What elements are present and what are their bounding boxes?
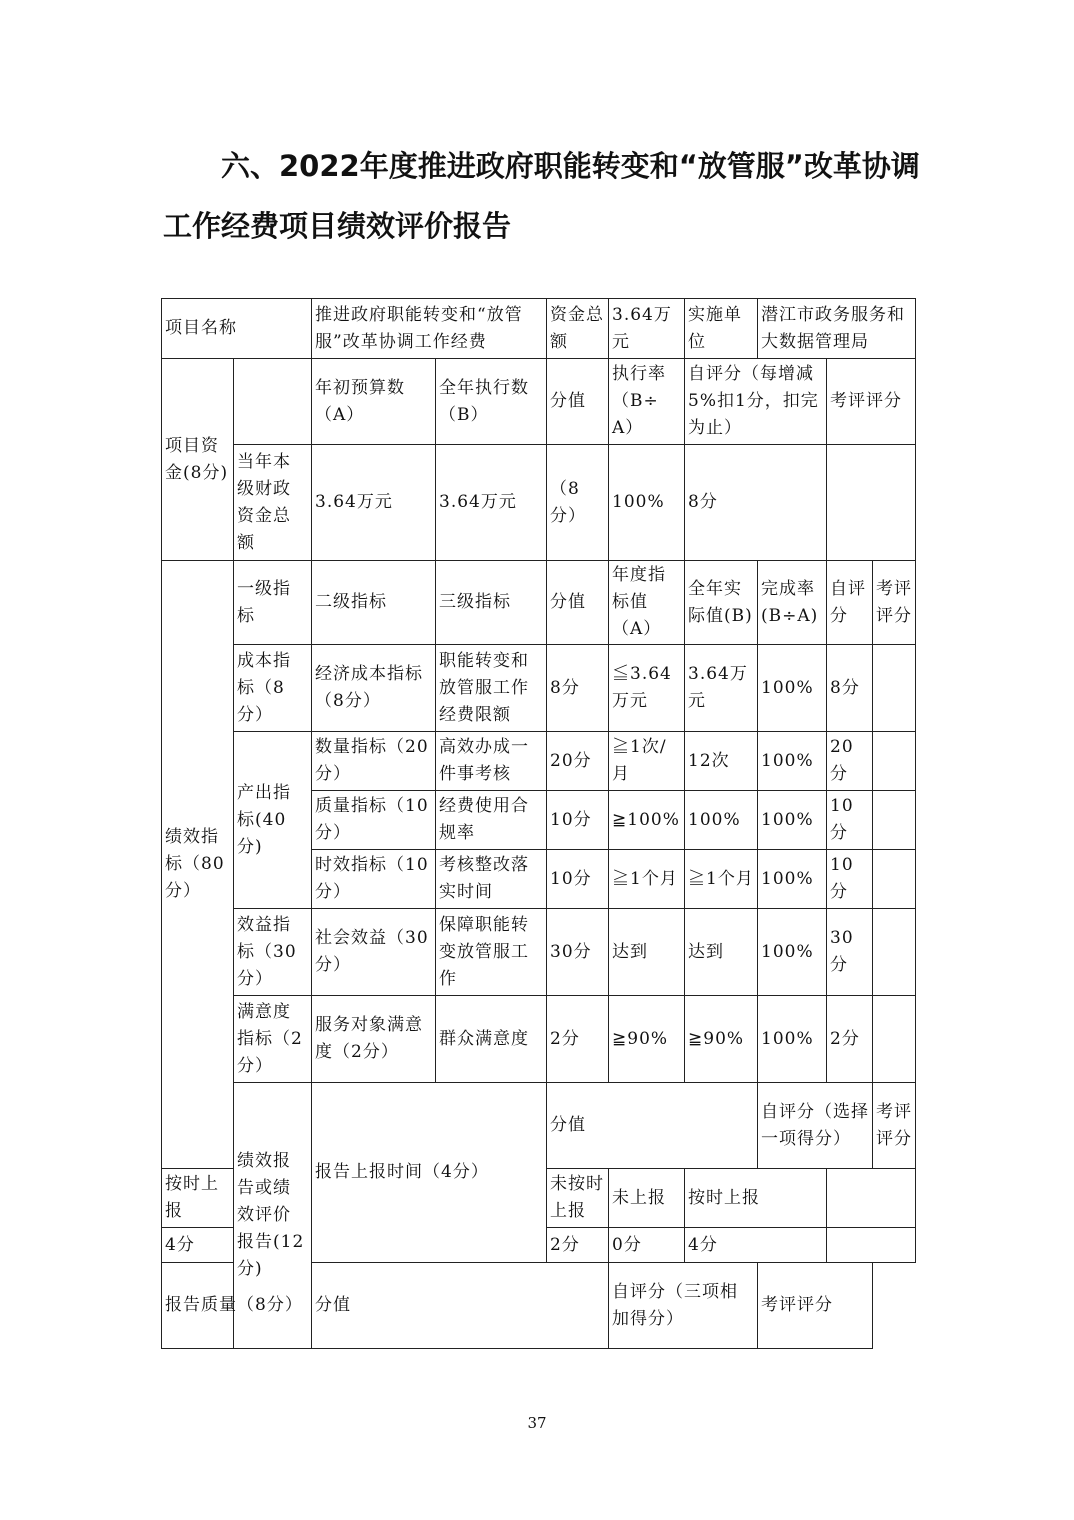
document-title (163, 136, 923, 256)
output-completion-rate: 100% (758, 850, 827, 909)
report-timing-review-score (827, 1228, 916, 1263)
level3-header: 三级指标 (436, 561, 547, 645)
review-score-header: 考评评分 (827, 359, 916, 445)
report-option-score: 4分 (162, 1228, 234, 1263)
output-score-value: 10分 (547, 850, 609, 909)
output-review-score (873, 732, 916, 791)
cost-level2: 经济成本指标（8分） (312, 645, 436, 732)
output-completion-rate: 100% (758, 791, 827, 850)
table-row (162, 359, 916, 445)
table-row (162, 1263, 916, 1349)
output-self-score: 10分 (827, 791, 873, 850)
review-score-header: 考评评分 (873, 561, 916, 645)
satisfaction-actual-value: ≧90% (685, 996, 758, 1083)
report-quality-score-header: 分值 (312, 1263, 609, 1349)
benefit-level3: 保障职能转变放管服工作 (436, 909, 547, 996)
report-timing-score-header: 分值 (547, 1083, 758, 1169)
benefit-annual-target: 达到 (609, 909, 685, 996)
report-choice-review (827, 1169, 916, 1228)
title-line-1: 六、2022年度推进政府职能转变和“放管服”改革协调 (221, 149, 920, 183)
report-quality-self-score-header: 自评分（三项相加得分） (609, 1263, 758, 1349)
output-annual-target: ≧1个月 (609, 850, 685, 909)
initial-budget-value: 3.64万元 (312, 445, 436, 561)
satisfaction-level3: 群众满意度 (436, 996, 547, 1083)
report-option-on-time: 按时上报 (162, 1169, 234, 1228)
output-level1: 产出指标(40分) (234, 732, 312, 909)
benefit-score-value: 30分 (547, 909, 609, 996)
total-funds-value: 3.64万元 (609, 299, 685, 359)
output-level2: 质量指标（10分） (312, 791, 436, 850)
cost-review-score (873, 645, 916, 732)
table-row (162, 299, 916, 359)
cost-level1: 成本指标（8分） (234, 645, 312, 732)
output-actual-value: 100% (685, 791, 758, 850)
output-score-value: 10分 (547, 791, 609, 850)
report-option-score: 2分 (547, 1228, 609, 1263)
actual-value-header: 全年实际值(B) (685, 561, 758, 645)
initial-budget-header: 年初预算数（A） (312, 359, 436, 445)
benefit-review-score (873, 909, 916, 996)
output-score-value: 20分 (547, 732, 609, 791)
benefit-self-score: 30分 (827, 909, 873, 996)
output-level2: 数量指标（20分） (312, 732, 436, 791)
output-review-score (873, 791, 916, 850)
level1-header: 一级指标 (234, 561, 312, 645)
execution-rate-header: 执行率（B÷A） (609, 359, 685, 445)
benefit-completion-rate: 100% (758, 909, 827, 996)
score-value: （8分） (547, 445, 609, 561)
annual-target-header: 年度指标值（A） (609, 561, 685, 645)
table-row (162, 996, 916, 1083)
implementing-unit-label: 实施单位 (685, 299, 758, 359)
output-level2: 时效指标（10分） (312, 850, 436, 909)
level2-header: 二级指标 (312, 561, 436, 645)
funds-section-label: 项目资金(8分) (162, 359, 234, 561)
total-funds-label: 资金总额 (547, 299, 609, 359)
execution-rate-value: 100% (609, 445, 685, 561)
report-quality-label: 报告质量（8分） (162, 1263, 312, 1349)
implementing-unit-value: 潜江市政务服务和大数据管理局 (758, 299, 916, 359)
satisfaction-score-value: 2分 (547, 996, 609, 1083)
cost-completion-rate: 100% (758, 645, 827, 732)
review-score-value (827, 445, 916, 561)
output-self-score: 10分 (827, 850, 873, 909)
table-row (162, 909, 916, 996)
project-name-value: 推进政府职能转变和“放管服”改革协调工作经费 (312, 299, 547, 359)
report-self-choice: 按时上报 (685, 1169, 827, 1228)
output-completion-rate: 100% (758, 732, 827, 791)
table-row (162, 445, 916, 561)
project-name-label: 项目名称 (162, 299, 312, 359)
report-timing-self-score: 4分 (685, 1228, 827, 1263)
satisfaction-completion-rate: 100% (758, 996, 827, 1083)
score-value-header: 分值 (547, 561, 609, 645)
report-option-not-reported: 未上报 (609, 1169, 685, 1228)
table-row (162, 1083, 916, 1169)
self-score-value: 8分 (685, 445, 827, 561)
output-level3: 经费使用合规率 (436, 791, 547, 850)
cost-actual-value: 3.64万元 (685, 645, 758, 732)
output-annual-target: ≧1次/月 (609, 732, 685, 791)
table-row (162, 561, 916, 645)
annual-execution-value: 3.64万元 (436, 445, 547, 561)
self-score-header: 自评分 (827, 561, 873, 645)
report-quality-review-score-header: 考评评分 (758, 1263, 873, 1349)
cost-level3: 职能转变和放管服工作经费限额 (436, 645, 547, 732)
output-actual-value: ≧1个月 (685, 850, 758, 909)
report-timing-label: 报告上报时间（4分） (312, 1083, 547, 1263)
output-annual-target: ≧100% (609, 791, 685, 850)
satisfaction-review-score (873, 996, 916, 1083)
output-review-score (873, 850, 916, 909)
self-score-header: 自评分（每增减5%扣1分，扣完为止） (685, 359, 827, 445)
benefit-actual-value: 达到 (685, 909, 758, 996)
completion-rate-header: 完成率(B÷A) (758, 561, 827, 645)
output-level3: 高效办成一件事考核 (436, 732, 547, 791)
score-value-header: 分值 (547, 359, 609, 445)
output-actual-value: 12次 (685, 732, 758, 791)
output-self-score: 20分 (827, 732, 873, 791)
satisfaction-annual-target: ≧90% (609, 996, 685, 1083)
performance-section-label: 绩效指标（80分） (162, 561, 234, 1169)
cost-self-score: 8分 (827, 645, 873, 732)
output-level3: 考核整改落实时间 (436, 850, 547, 909)
page-number: 37 (527, 1414, 547, 1432)
satisfaction-level1: 满意度指标（2分） (234, 996, 312, 1083)
funds-row-label: 当年本级财政资金总额 (234, 445, 312, 561)
benefit-level1: 效益指标（30分） (234, 909, 312, 996)
report-section-label: 绩效报告或绩效评价报告(12分) (234, 1083, 312, 1349)
satisfaction-level2: 服务对象满意度（2分） (312, 996, 436, 1083)
table-row (162, 645, 916, 732)
table-row (162, 732, 916, 791)
annual-execution-header: 全年执行数（B） (436, 359, 547, 445)
report-timing-review-score-header: 考评评分 (873, 1083, 916, 1169)
cost-score-value: 8分 (547, 645, 609, 732)
performance-evaluation-table (161, 298, 916, 1349)
funds-header-blank (234, 359, 312, 445)
report-option-late: 未按时上报 (547, 1169, 609, 1228)
satisfaction-self-score: 2分 (827, 996, 873, 1083)
benefit-level2: 社会效益（30分） (312, 909, 436, 996)
cost-annual-target: ≦3.64万元 (609, 645, 685, 732)
report-timing-self-score-header: 自评分（选择一项得分） (758, 1083, 873, 1169)
report-option-score: 0分 (609, 1228, 685, 1263)
title-line-2: 工作经费项目绩效评价报告 (163, 209, 512, 243)
